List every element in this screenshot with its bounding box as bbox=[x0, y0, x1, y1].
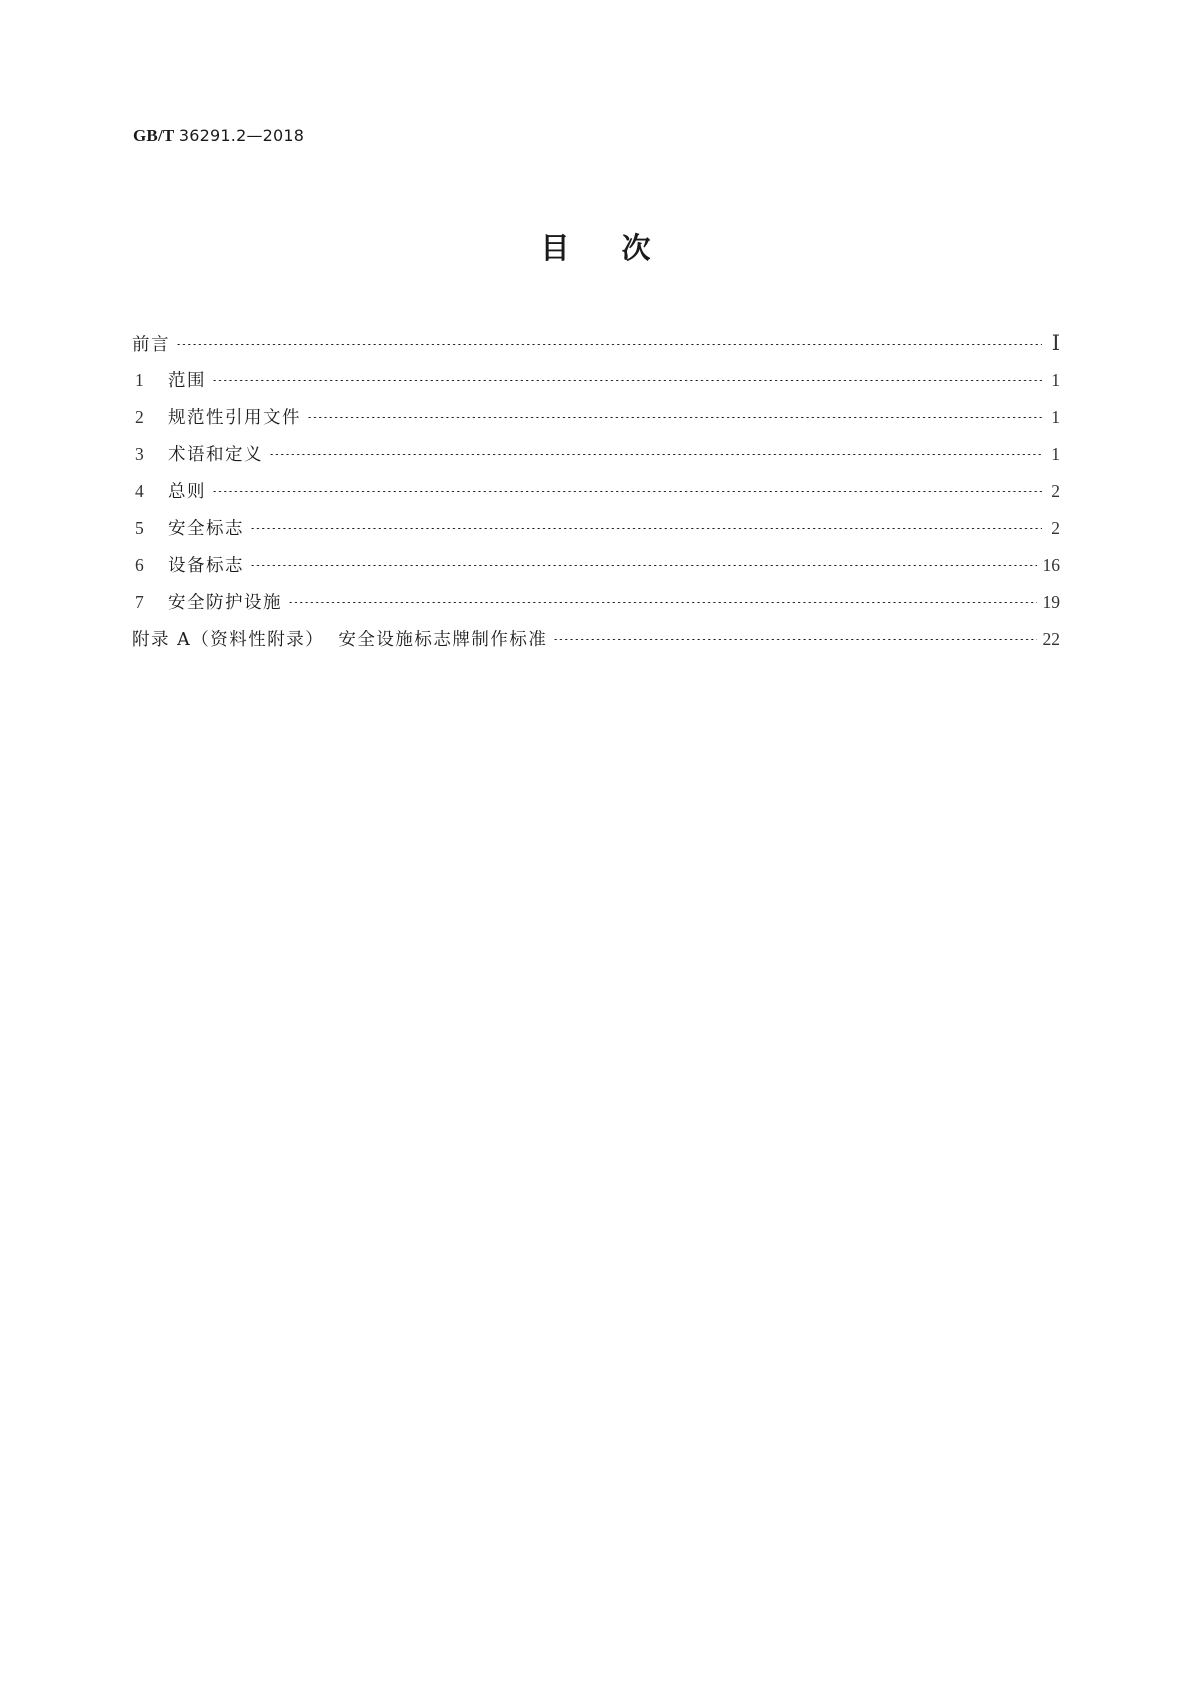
toc-entry-appendix-a[interactable] bbox=[132, 621, 1060, 658]
toc-entry-page: 1 bbox=[1051, 370, 1060, 390]
toc-entry-page: 19 bbox=[1042, 592, 1060, 612]
toc-entry-page: 2 bbox=[1051, 481, 1060, 501]
toc-entry-scope[interactable] bbox=[135, 362, 1060, 399]
toc-entry-page: 2 bbox=[1051, 518, 1060, 538]
dot-leader bbox=[307, 417, 1042, 418]
toc-entry-page: 22 bbox=[1042, 629, 1060, 649]
toc-entry-general[interactable] bbox=[135, 473, 1060, 510]
toc-entry-normative-references[interactable] bbox=[135, 399, 1060, 436]
toc-entry-number: 3 bbox=[135, 444, 144, 464]
toc-entry-page: Ⅰ bbox=[1051, 331, 1060, 355]
dot-leader bbox=[250, 565, 1037, 566]
dot-leader bbox=[288, 602, 1037, 603]
toc-entry-label: 范围 bbox=[168, 371, 206, 391]
toc-entry-number: 7 bbox=[135, 592, 144, 612]
toc-entry-label: 安全防护设施 bbox=[168, 593, 282, 613]
toc-entry-label: 总则 bbox=[168, 482, 206, 502]
toc-entry-page: 1 bbox=[1051, 444, 1060, 464]
table-of-contents bbox=[132, 325, 1060, 658]
toc-entry-label: 规范性引用文件 bbox=[168, 408, 301, 428]
toc-entry-number: 2 bbox=[135, 407, 144, 427]
toc-entry-equipment-signs[interactable] bbox=[135, 547, 1060, 584]
dot-leader bbox=[250, 528, 1042, 529]
standard-prefix: GB/T bbox=[133, 126, 175, 145]
toc-entry-label: 术语和定义 bbox=[168, 445, 263, 465]
toc-entry-number: 4 bbox=[135, 481, 144, 501]
toc-entry-page: 16 bbox=[1042, 555, 1060, 575]
toc-entry-number: 6 bbox=[135, 555, 144, 575]
toc-entry-safety-protection[interactable] bbox=[135, 584, 1060, 621]
toc-entry-foreword[interactable] bbox=[132, 325, 1060, 362]
toc-entry-number: 1 bbox=[135, 370, 144, 390]
toc-entry-label: 安全标志 bbox=[168, 519, 244, 539]
dot-leader bbox=[269, 454, 1042, 455]
toc-entry-safety-signs[interactable] bbox=[135, 510, 1060, 547]
page-title: 目次 bbox=[540, 231, 703, 265]
document-code bbox=[133, 126, 304, 146]
toc-entry-label: 前言 bbox=[132, 335, 170, 355]
standard-number: 36291.2—2018 bbox=[178, 126, 305, 145]
dot-leader bbox=[212, 491, 1042, 492]
dot-leader bbox=[212, 380, 1042, 381]
toc-entry-terms-definitions[interactable] bbox=[135, 436, 1060, 473]
dot-leader bbox=[553, 639, 1036, 640]
toc-entry-label: 设备标志 bbox=[168, 556, 244, 576]
toc-entry-page: 1 bbox=[1051, 407, 1060, 427]
dot-leader bbox=[176, 344, 1042, 345]
toc-entry-number: 5 bbox=[135, 518, 144, 538]
toc-entry-label: 附录 A（资料性附录） 安全设施标志牌制作标准 bbox=[132, 630, 548, 650]
